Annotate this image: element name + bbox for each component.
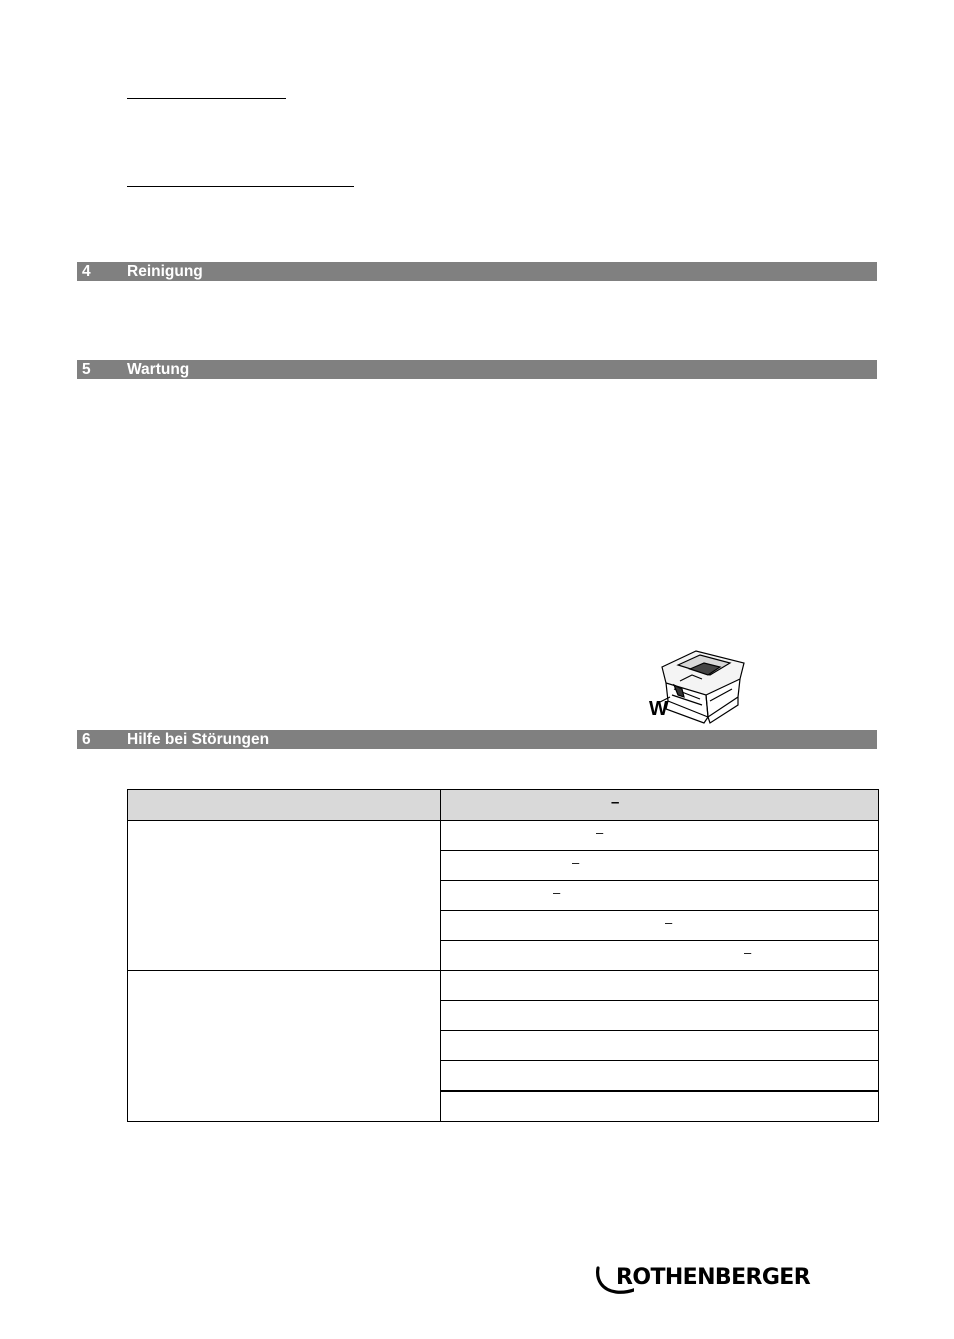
charger-figure [644,645,750,727]
table-cell-problem-2 [128,971,441,1122]
table-cell [441,971,879,1001]
figure-label-w: W [649,698,668,720]
table-header-row [128,790,879,821]
header-dash: – [611,794,620,811]
table-cell [441,851,879,881]
table-header-cell-problem [128,790,441,821]
table-row [128,821,879,851]
table-cell [441,1001,879,1031]
table-cell-problem-1 [128,821,441,971]
section-header-stoerungen [77,730,877,749]
logo-text: ROTHENBERGER [616,1265,811,1290]
row-dash: – [665,915,673,930]
row-dash: – [553,885,561,900]
section-number: 5 [82,361,91,378]
section-title: Reinigung [127,263,203,280]
table-cell [441,1061,879,1092]
section-header-reinigung [77,262,877,281]
table-cell [441,881,879,911]
table-cell [441,821,879,851]
row-dash: – [572,855,580,870]
section-number: 4 [82,263,91,280]
table-row [128,971,879,1001]
section-title: Hilfe bei Störungen [127,731,270,748]
section-title: Wartung [127,361,190,378]
row-dash: – [596,825,604,840]
subheading-underline-1 [127,98,286,99]
table-cell [441,1091,879,1122]
table-header-cell-remedy [441,790,879,821]
subheading-underline-2 [127,186,354,187]
table-cell [441,911,879,941]
table-cell [441,941,879,971]
rothenberger-logo [594,1262,829,1300]
section-header-wartung [77,360,877,379]
row-dash: – [744,945,752,960]
section-number: 6 [82,731,91,748]
table-cell [441,1031,879,1061]
troubleshooting-table [127,789,879,1122]
